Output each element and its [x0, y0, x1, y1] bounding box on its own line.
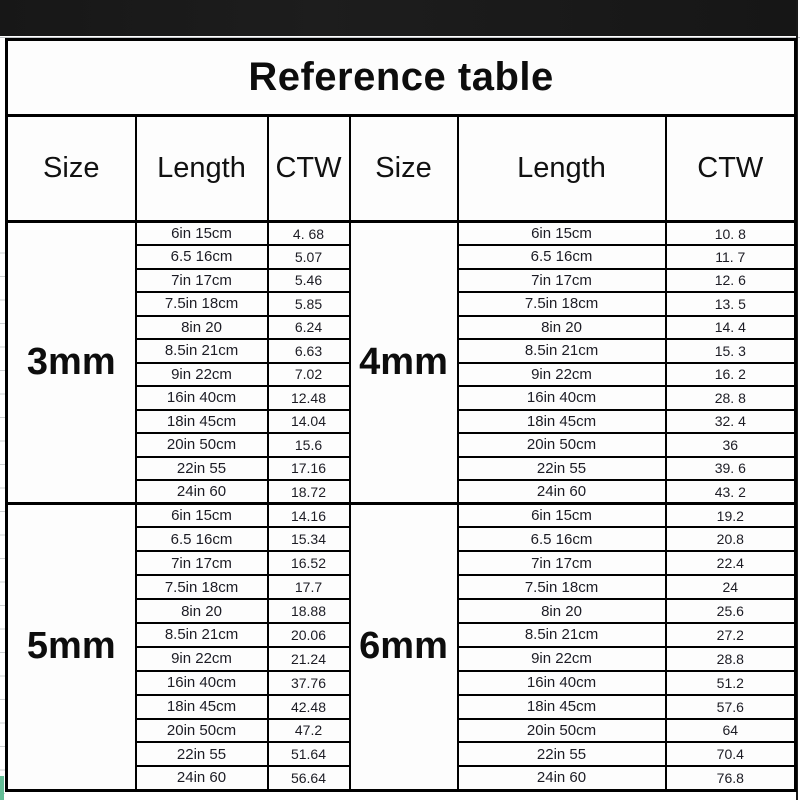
length-value: 22in 55	[136, 742, 268, 766]
ctw-value: 12. 6	[666, 269, 796, 293]
length-value: 7in 17cm	[458, 551, 666, 575]
length-value: 18in 45cm	[136, 410, 268, 434]
ctw-value: 56.64	[268, 766, 350, 790]
length-value: 18in 45cm	[136, 695, 268, 719]
ctw-value: 57.6	[666, 695, 796, 719]
ctw-value: 14.16	[268, 504, 350, 528]
ctw-value: 51.2	[666, 671, 796, 695]
length-value: 9in 22cm	[136, 363, 268, 387]
ctw-value: 16.52	[268, 551, 350, 575]
length-value: 8.5in 21cm	[458, 339, 666, 363]
length-value: 8in 20	[458, 599, 666, 623]
column-header-size-left: Size	[7, 116, 136, 222]
length-value: 7in 17cm	[136, 269, 268, 293]
length-value: 8in 20	[136, 599, 268, 623]
length-value: 18in 45cm	[458, 695, 666, 719]
length-value: 24in 60	[136, 766, 268, 790]
length-value: 22in 55	[136, 457, 268, 481]
length-value: 6in 15cm	[136, 504, 268, 528]
ctw-value: 21.24	[268, 647, 350, 671]
length-value: 8.5in 21cm	[136, 623, 268, 647]
length-value: 24in 60	[458, 480, 666, 504]
ctw-value: 15.6	[268, 433, 350, 457]
ctw-value: 20.8	[666, 527, 796, 551]
top-photo-bar	[0, 0, 796, 36]
green-edge-mark	[0, 776, 4, 800]
ctw-value: 5.07	[268, 245, 350, 269]
size-label-5mm: 5mm	[7, 504, 136, 791]
size-label-4mm: 4mm	[350, 222, 458, 504]
ctw-value: 16. 2	[666, 363, 796, 387]
ctw-value: 18.88	[268, 599, 350, 623]
ctw-value: 5.46	[268, 269, 350, 293]
length-value: 8in 20	[458, 316, 666, 340]
table-body	[7, 222, 796, 791]
length-value: 7.5in 18cm	[458, 575, 666, 599]
ctw-value: 6.24	[268, 316, 350, 340]
ctw-value: 25.6	[666, 599, 796, 623]
ctw-value: 36	[666, 433, 796, 457]
reference-table	[5, 38, 797, 792]
ctw-value: 37.76	[268, 671, 350, 695]
ctw-value: 28. 8	[666, 386, 796, 410]
length-value: 18in 45cm	[458, 410, 666, 434]
ctw-value: 32. 4	[666, 410, 796, 434]
length-value: 9in 22cm	[458, 647, 666, 671]
ctw-value: 19.2	[666, 504, 796, 528]
length-value: 6.5 16cm	[136, 245, 268, 269]
ctw-value: 27.2	[666, 623, 796, 647]
ctw-value: 4. 68	[268, 222, 350, 246]
length-value: 9in 22cm	[458, 363, 666, 387]
ctw-value: 70.4	[666, 742, 796, 766]
ctw-value: 11. 7	[666, 245, 796, 269]
length-value: 7in 17cm	[458, 269, 666, 293]
length-value: 22in 55	[458, 457, 666, 481]
ctw-value: 24	[666, 575, 796, 599]
page-title: Reference table	[7, 40, 796, 116]
ctw-value: 22.4	[666, 551, 796, 575]
length-value: 8in 20	[136, 316, 268, 340]
ctw-value: 28.8	[666, 647, 796, 671]
ctw-value: 20.06	[268, 623, 350, 647]
ctw-value: 42.48	[268, 695, 350, 719]
length-value: 8.5in 21cm	[136, 339, 268, 363]
length-value: 22in 55	[458, 742, 666, 766]
length-value: 16in 40cm	[136, 386, 268, 410]
length-value: 20in 50cm	[458, 719, 666, 743]
length-value: 6in 15cm	[136, 222, 268, 246]
ctw-value: 13. 5	[666, 292, 796, 316]
length-value: 16in 40cm	[458, 386, 666, 410]
ctw-value: 12.48	[268, 386, 350, 410]
length-value: 9in 22cm	[136, 647, 268, 671]
column-header-ctw-right: CTW	[666, 116, 796, 222]
length-value: 16in 40cm	[458, 671, 666, 695]
ctw-value: 18.72	[268, 480, 350, 504]
size-label-3mm: 3mm	[7, 222, 136, 504]
ctw-value: 43. 2	[666, 480, 796, 504]
length-value: 6.5 16cm	[136, 527, 268, 551]
length-value: 6.5 16cm	[458, 527, 666, 551]
column-header-size-right: Size	[350, 116, 458, 222]
size-label-6mm: 6mm	[350, 504, 458, 791]
column-header-length-right: Length	[458, 116, 666, 222]
length-value: 24in 60	[136, 480, 268, 504]
table-row	[7, 504, 796, 528]
ctw-value: 15. 3	[666, 339, 796, 363]
ctw-value: 5.85	[268, 292, 350, 316]
ctw-value: 39. 6	[666, 457, 796, 481]
ctw-value: 76.8	[666, 766, 796, 790]
title-row	[7, 40, 796, 116]
ctw-value: 10. 8	[666, 222, 796, 246]
ctw-value: 17.16	[268, 457, 350, 481]
length-value: 7in 17cm	[136, 551, 268, 575]
ctw-value: 6.63	[268, 339, 350, 363]
length-value: 20in 50cm	[458, 433, 666, 457]
ctw-value: 14. 4	[666, 316, 796, 340]
length-value: 7.5in 18cm	[136, 575, 268, 599]
length-value: 8.5in 21cm	[458, 623, 666, 647]
length-value: 6in 15cm	[458, 222, 666, 246]
ctw-value: 7.02	[268, 363, 350, 387]
ctw-value: 14.04	[268, 410, 350, 434]
ctw-value: 64	[666, 719, 796, 743]
table-row	[7, 222, 796, 246]
header-row	[7, 116, 796, 222]
column-header-ctw-left: CTW	[268, 116, 350, 222]
length-value: 24in 60	[458, 766, 666, 790]
ctw-value: 17.7	[268, 575, 350, 599]
ctw-value: 51.64	[268, 742, 350, 766]
ctw-value: 47.2	[268, 719, 350, 743]
column-header-length-left: Length	[136, 116, 268, 222]
length-value: 20in 50cm	[136, 433, 268, 457]
ctw-value: 15.34	[268, 527, 350, 551]
length-value: 20in 50cm	[136, 719, 268, 743]
length-value: 7.5in 18cm	[136, 292, 268, 316]
length-value: 6in 15cm	[458, 504, 666, 528]
length-value: 16in 40cm	[136, 671, 268, 695]
length-value: 7.5in 18cm	[458, 292, 666, 316]
length-value: 6.5 16cm	[458, 245, 666, 269]
